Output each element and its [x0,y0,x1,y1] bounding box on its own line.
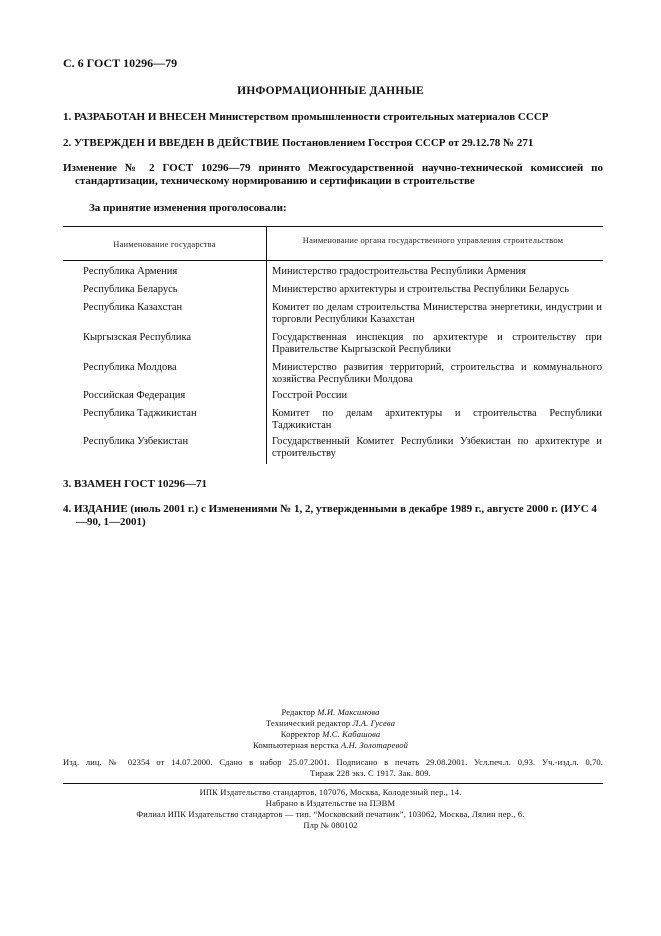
section-1-number: 1. [63,111,72,123]
table-top-rule [63,226,603,227]
table-cell-body: Госстрой России [272,390,348,401]
table-cell-body: Министерство градостроительства Республики Армения [272,266,526,277]
section-4 [63,503,603,529]
imprint-corrector [0,729,661,740]
imprint-corrector-label: Корректор [280,729,320,739]
table-column-divider [266,226,267,464]
section-2-lead: УТВЕРЖДЕН И ВВЕДЕН В ДЕЙСТВИЕ [74,137,280,149]
table-cell-body: Министерство развития территорий, строительства и коммунального хозяйства Республики Молдова [272,362,602,385]
voting-table [63,226,603,466]
imprint-typeset: Набрано в Издательстве на ПЭВМ [265,798,396,808]
imprint-editor-name: М.И. Максимова [317,707,380,717]
page-title: ИНФОРМАЦИОННЫЕ ДАННЫЕ [237,85,424,97]
section-4-text: ИЗДАНИЕ (июль 2001 г.) с Изменениями № 1, 2, утвержденными в декабре 1989 г., августе 2000 г. (ИУС 4—90, 1—2001) [74,503,597,528]
table-header-rule [63,260,603,261]
table-header-body: Наименование органа государственного управления строительством [302,235,564,245]
imprint-publisher: ИПК Издательство стандартов, 107076, Москва, Колодезный пер., 14. [199,787,462,797]
table-cell-state: Республика Таджикистан [83,408,197,419]
imprint-tech-editor [0,718,661,729]
section-3-text: ВЗАМЕН ГОСТ 10296—71 [74,478,208,490]
section-1-lead: РАЗРАБОТАН И ВНЕСЕН [74,111,207,123]
table-cell-state: Республика Узбекистан [83,436,189,447]
section-3 [63,478,603,491]
imprint-layout-label: Компьютерная верстка [252,740,339,750]
section-1-text: Министерством промышленности строительных материалов СССР [208,111,549,123]
table-cell-state: Кыргызская Республика [83,332,192,343]
change-note: Изменение № 2 ГОСТ 10296—79 принято Межгосударственной научно-технической комиссией по стандартизации, техническому нормированию и сертификации в строительстве [63,162,603,187]
table-cell-state: Республика Молдова [83,362,177,373]
section-2-text: Постановлением Госстроя СССР от 29.12.78 № 271 [281,137,534,149]
page-header: С. 6 ГОСТ 10296—79 [63,56,178,70]
imprint-editor [0,707,661,718]
table-cell-state: Республика Беларусь [83,284,178,295]
imprint-license-line: Изд. лиц. № 02354 от 14.07.2000. Сдано в набор 25.07.2001. Подписано в печать 29.08.2001. Усл.печ.л. 0,93. Уч.-изд.л. 0,70. [63,757,603,767]
table-cell-body: Государственный Комитет Республики Узбекистан по архитектуре и строительству [272,436,602,459]
table-cell-body: Министерство архитектуры и строительства Республики Беларусь [272,284,570,295]
table-header-state: Наименование государства [113,239,216,249]
table-cell-state: Республика Армения [83,266,178,277]
imprint-layout [0,740,661,751]
section-4-number: 4. [63,503,72,515]
imprint-plr: Плр № 080102 [303,820,358,830]
table-cell-state: Российская Федерация [83,390,186,401]
imprint-layout-name: А.Н. Золотаревой [340,740,408,750]
section-2-number: 2. [63,137,72,149]
imprint-printer: Филиал ИПК Издательство стандартов — тип. “Московский печатник”, 103062, Москва, Лялин пер., 6. [136,809,525,819]
section-2 [63,137,603,150]
imprint-divider [63,783,603,784]
section-3-number: 3. [63,478,72,490]
table-cell-body: Комитет по делам архитектуры и строительства Республики Таджикистан [272,408,602,431]
table-cell-body: Комитет по делам строительства Министерства энергетики, индустрии и торговли Республики Казахстан [272,302,602,325]
section-1 [63,111,603,124]
table-cell-state: Республика Казахстан [83,302,183,313]
imprint-print-run: Тираж 228 экз. С 1917. Зак. 809. [310,768,431,778]
imprint-editor-label: Редактор [281,707,316,717]
imprint-corrector-name: М.С. Кабашова [322,729,381,739]
vote-heading: За принятие изменения проголосовали: [89,202,287,214]
imprint-tech-editor-name: Л.А. Гусева [352,718,396,728]
imprint-tech-editor-label: Технический редактор [265,718,351,728]
table-cell-body: Государственная инспекция по архитектуре и строительству при Правительстве Кыргызской Республики [272,332,602,355]
